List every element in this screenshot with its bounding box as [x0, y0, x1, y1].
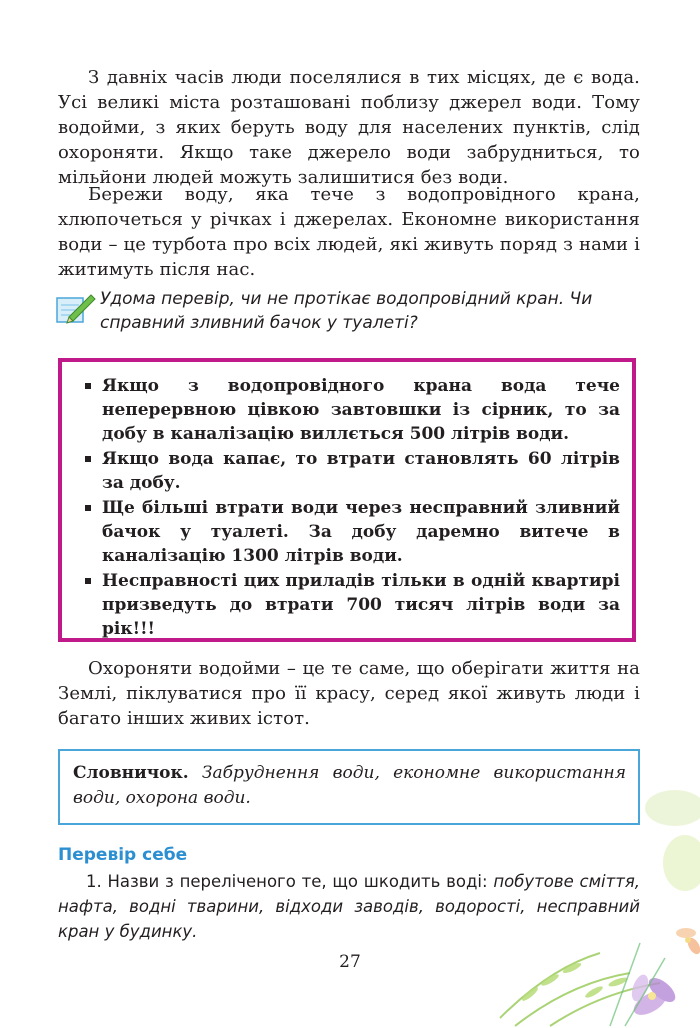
home-task: Удома перевір, чи не протікає водопровідний кран. Чи справний зливний бачок у туалеті?: [100, 289, 593, 333]
bullet-icon: [85, 456, 91, 462]
bullet-icon: [85, 383, 91, 389]
facts-list: [62, 362, 632, 641]
fact-item: [102, 569, 620, 641]
paragraph-save-water: Бережи воду, яка тече з водопровідного крана, хлюпочеться у річках і джерелах. Економне використання води – це турбота про всіх людей, які живуть поряд з нами і житимуть після нас.: [58, 184, 640, 280]
glossary-text: Забруднення води, економне використання води, охорона води.: [73, 763, 626, 808]
fact-item: [102, 447, 620, 495]
fact-text: Якщо вода капає, то втрати становлять 60 літрів за добу.: [102, 449, 620, 493]
fact-item: [102, 374, 620, 446]
bullet-icon: [85, 505, 91, 511]
water-loss-facts-box: [58, 358, 636, 642]
pencil-notebook-icon: [54, 289, 96, 329]
fact-text: Якщо з водопровідного крана вода тече неперервною цівкою завтовшки із сірник, то за добу в каналізацію виллється 500 літрів води.: [102, 376, 620, 444]
self-check-heading: Перевір себе: [58, 845, 188, 865]
paragraph-water-sources: З давніх часів люди поселялися в тих місцях, де є вода. Усі великі міста розташовані поблизу джерел води. Тому водойми, з яких беруть воду для населених пунктів, слід охороняти. Якщо таке джерело води забрудниться, то мільйони людей можуть залишитися без води.: [58, 67, 640, 188]
page-number: 27: [339, 952, 361, 972]
question-items: побутове сміття, нафта, водні тварини, відходи заводів, водорості, несправний кран у будинку.: [58, 872, 641, 941]
fact-text: Несправності цих приладів тільки в одній квартирі призведуть до втрати 700 тисяч літрів води за рік!!!: [102, 571, 620, 639]
fact-text: Ще більші втрати води через несправний зливний бачок у туалеті. За добу даремно витече в каналізацію 1300 літрів води.: [102, 498, 620, 566]
fact-item: [102, 496, 620, 568]
paragraph-protect-waters: Охороняти водойми – це те саме, що оберігати життя на Землі, піклуватися про її красу, серед якої живуть люди і багато інших живих істот.: [58, 658, 640, 729]
question-lead: 1. Назви з переліченого те, що шкодить воді:: [86, 872, 488, 891]
floral-decoration: [490, 768, 700, 1028]
glossary-term: Словничок.: [73, 763, 189, 783]
bullet-icon: [85, 578, 91, 584]
